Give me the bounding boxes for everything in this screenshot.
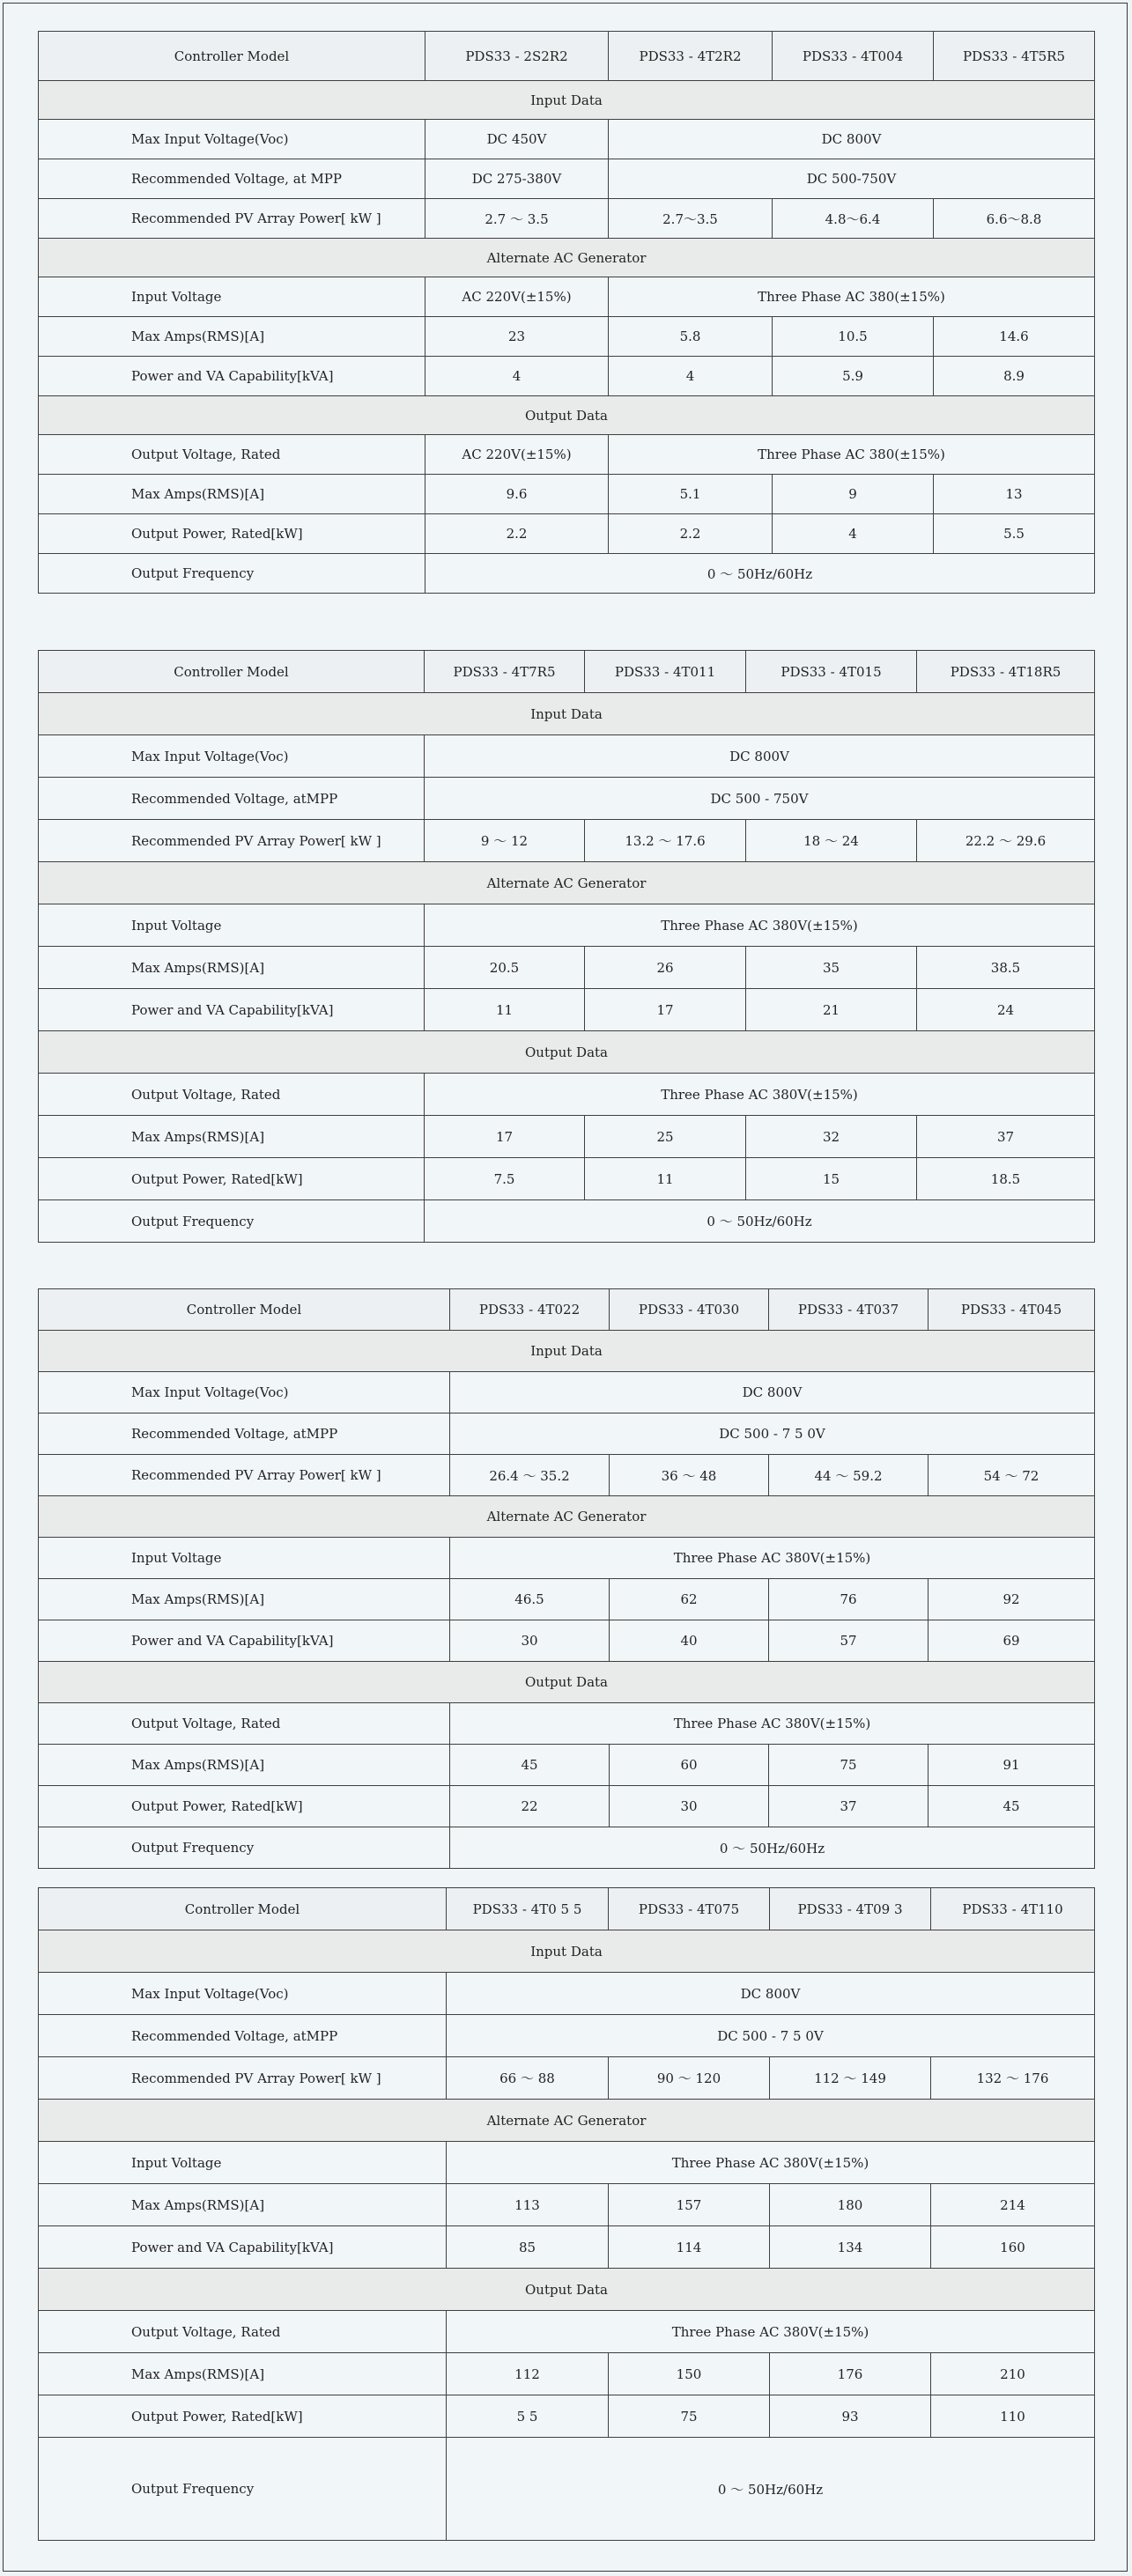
row-label: Max Input Voltage(Voc) (39, 735, 425, 778)
section-row (39, 1331, 1095, 1372)
row-label: Recommended PV Array Power[ kW ] (39, 199, 425, 239)
cell-value: 150 (609, 2353, 770, 2395)
cell-value: 37 (917, 1116, 1095, 1158)
row-label: Max Amps(RMS)[A] (39, 1116, 425, 1158)
row-label: Output Voltage, Rated (39, 2311, 447, 2353)
cell-value: 57 (769, 1620, 929, 1662)
model-name: PDS33 - 4T5R5 (934, 32, 1095, 81)
cell-value: 21 (746, 989, 917, 1031)
table-row (39, 2438, 1095, 2541)
table-row (39, 1703, 1095, 1745)
model-name: PDS33 - 4T004 (773, 32, 934, 81)
model-name: PDS33 - 2S2R2 (425, 32, 609, 81)
row-label: Max Amps(RMS)[A] (39, 1579, 450, 1620)
section-title-output-data: Output Data (39, 2269, 1095, 2311)
table-row (39, 554, 1095, 594)
table-row (39, 357, 1095, 396)
cell-value: 24 (917, 989, 1095, 1031)
row-label: Max Input Voltage(Voc) (39, 1973, 447, 2015)
table-row (39, 1827, 1095, 1869)
table-row (39, 1074, 1095, 1116)
cell-value: Three Phase AC 380V(±15%) (425, 904, 1095, 947)
table-row (39, 1116, 1095, 1158)
cell-value: 91 (929, 1745, 1095, 1786)
cell-value: 5.5 (934, 514, 1095, 554)
model-name: PDS33 - 4T0 5 5 (447, 1888, 609, 1930)
table-row (39, 120, 1095, 159)
section-row (39, 1662, 1095, 1703)
table-row (39, 1973, 1095, 2015)
section-title-generator: Alternate AC Generator (39, 1496, 1095, 1538)
row-label: Output Frequency (39, 1200, 425, 1243)
cell-value: 60 (610, 1745, 769, 1786)
cell-value: 112 ～ 149 (770, 2057, 931, 2100)
table-row (39, 2057, 1095, 2100)
cell-value: 26.4 ～ 35.2 (450, 1455, 610, 1496)
table-row (39, 1455, 1095, 1496)
section-row (39, 1496, 1095, 1538)
row-label: Power and VA Capability[kVA] (39, 357, 425, 396)
spec-table-2 (38, 650, 1095, 1243)
table-row (39, 514, 1095, 554)
cell-value: 46.5 (450, 1579, 610, 1620)
cell-value: 132 ～ 176 (931, 2057, 1095, 2100)
cell-value: 8.9 (934, 357, 1095, 396)
cell-value: 160 (931, 2226, 1095, 2269)
model-name: PDS33 - 4T030 (610, 1289, 769, 1331)
row-label: Input Voltage (39, 277, 425, 317)
cell-value: Three Phase AC 380V(±15%) (450, 1538, 1095, 1579)
cell-value: 11 (585, 1158, 746, 1200)
table-row (39, 1786, 1095, 1827)
cell-value: 5.9 (773, 357, 934, 396)
cell-value: 214 (931, 2184, 1095, 2226)
cell-value: 180 (770, 2184, 931, 2226)
row-label: Max Amps(RMS)[A] (39, 1745, 450, 1786)
row-label: Recommended Voltage, atMPP (39, 1413, 450, 1455)
cell-value: 75 (769, 1745, 929, 1786)
cell-value: DC 450V (425, 120, 609, 159)
cell-value: DC 800V (447, 1973, 1095, 2015)
cell-value: DC 500 - 750V (425, 778, 1095, 820)
cell-value: 157 (609, 2184, 770, 2226)
row-label: Output Voltage, Rated (39, 435, 425, 475)
cell-value: 75 (609, 2395, 770, 2438)
cell-value: 90 ～ 120 (609, 2057, 770, 2100)
controller-model-label: Controller Model (39, 651, 425, 693)
controller-model-label: Controller Model (39, 1888, 447, 1930)
cell-value: DC 800V (609, 120, 1095, 159)
cell-value: 17 (425, 1116, 585, 1158)
cell-value: 9 ～ 12 (425, 820, 585, 862)
cell-value: 0 ～ 50Hz/60Hz (425, 1200, 1095, 1243)
cell-value: 5 5 (447, 2395, 609, 2438)
cell-value: 20.5 (425, 947, 585, 989)
cell-value: DC 800V (450, 1372, 1095, 1413)
row-label: Max Input Voltage(Voc) (39, 1372, 450, 1413)
cell-value: 4 (425, 357, 609, 396)
cell-value: 45 (450, 1745, 610, 1786)
table-row (39, 435, 1095, 475)
spec-table-3 (38, 1288, 1095, 1869)
section-title-output-data: Output Data (39, 1662, 1095, 1703)
cell-value: 2.2 (425, 514, 609, 554)
cell-value: 2.7～3.5 (609, 199, 773, 239)
cell-value: DC 500 - 7 5 0V (447, 2015, 1095, 2057)
table-row (39, 1538, 1095, 1579)
row-label: Max Amps(RMS)[A] (39, 2184, 447, 2226)
header-row (39, 32, 1095, 81)
row-label: Output Frequency (39, 554, 425, 594)
cell-value: 2.7 ～ 3.5 (425, 199, 609, 239)
cell-value: Three Phase AC 380V(±15%) (450, 1703, 1095, 1745)
row-label: Power and VA Capability[kVA] (39, 2226, 447, 2269)
cell-value: 17 (585, 989, 746, 1031)
cell-value: 13.2 ～ 17.6 (585, 820, 746, 862)
model-name: PDS33 - 4T011 (585, 651, 746, 693)
table-row (39, 1579, 1095, 1620)
section-row (39, 2100, 1095, 2142)
cell-value: 85 (447, 2226, 609, 2269)
controller-model-label: Controller Model (39, 32, 425, 81)
cell-value: 45 (929, 1786, 1095, 1827)
table-row (39, 1620, 1095, 1662)
cell-value: 93 (770, 2395, 931, 2438)
table-row (39, 2015, 1095, 2057)
table-row (39, 2226, 1095, 2269)
cell-value: 2.2 (609, 514, 773, 554)
model-name: PDS33 - 4T18R5 (917, 651, 1095, 693)
table-row (39, 1413, 1095, 1455)
cell-value: 92 (929, 1579, 1095, 1620)
header-row (39, 1289, 1095, 1331)
cell-value: 210 (931, 2353, 1095, 2395)
table-row (39, 2142, 1095, 2184)
model-name: PDS33 - 4T09 3 (770, 1888, 931, 1930)
row-label: Max Amps(RMS)[A] (39, 475, 425, 514)
model-name: PDS33 - 4T2R2 (609, 32, 773, 81)
section-title-output-data: Output Data (39, 396, 1095, 435)
table-row (39, 947, 1095, 989)
section-title-input-data: Input Data (39, 1930, 1095, 1973)
cell-value: 22.2 ～ 29.6 (917, 820, 1095, 862)
row-label: Max Amps(RMS)[A] (39, 947, 425, 989)
cell-value: 9.6 (425, 475, 609, 514)
cell-value: 6.6～8.8 (934, 199, 1095, 239)
row-label: Recommended Voltage, atMPP (39, 778, 425, 820)
cell-value: 5.8 (609, 317, 773, 357)
header-row (39, 1888, 1095, 1930)
section-row (39, 862, 1095, 904)
row-label: Output Voltage, Rated (39, 1703, 450, 1745)
cell-value: 22 (450, 1786, 610, 1827)
cell-value: 5.1 (609, 475, 773, 514)
cell-value: 66 ～ 88 (447, 2057, 609, 2100)
section-row (39, 81, 1095, 120)
section-title-generator: Alternate AC Generator (39, 239, 1095, 277)
section-row (39, 396, 1095, 435)
cell-value: Three Phase AC 380V(±15%) (447, 2142, 1095, 2184)
row-label: Output Power, Rated[kW] (39, 2395, 447, 2438)
table-row (39, 159, 1095, 199)
spec-table-1 (38, 31, 1095, 594)
table-row (39, 199, 1095, 239)
cell-value: 13 (934, 475, 1095, 514)
section-row (39, 239, 1095, 277)
cell-value: 112 (447, 2353, 609, 2395)
table-row (39, 2395, 1095, 2438)
table-row (39, 735, 1095, 778)
cell-value: 4 (609, 357, 773, 396)
row-label: Output Frequency (39, 2438, 447, 2541)
cell-value: 9 (773, 475, 934, 514)
cell-value: 110 (931, 2395, 1095, 2438)
row-label: Output Frequency (39, 1827, 450, 1869)
row-label: Input Voltage (39, 2142, 447, 2184)
row-label: Power and VA Capability[kVA] (39, 989, 425, 1031)
model-name: PDS33 - 4T037 (769, 1289, 929, 1331)
table-row (39, 1200, 1095, 1243)
section-row (39, 1930, 1095, 1973)
cell-value: 7.5 (425, 1158, 585, 1200)
model-name: PDS33 - 4T045 (929, 1289, 1095, 1331)
cell-value: 38.5 (917, 947, 1095, 989)
section-title-generator: Alternate AC Generator (39, 2100, 1095, 2142)
row-label: Output Power, Rated[kW] (39, 514, 425, 554)
cell-value: 30 (450, 1620, 610, 1662)
controller-model-label: Controller Model (39, 1289, 450, 1331)
cell-value: 18 ～ 24 (746, 820, 917, 862)
cell-value: 18.5 (917, 1158, 1095, 1200)
section-row (39, 693, 1095, 735)
table-row (39, 317, 1095, 357)
table-row (39, 475, 1095, 514)
row-label: Output Power, Rated[kW] (39, 1158, 425, 1200)
cell-value: 25 (585, 1116, 746, 1158)
cell-value: 134 (770, 2226, 931, 2269)
row-label: Max Amps(RMS)[A] (39, 2353, 447, 2395)
spec-table-4 (38, 1887, 1095, 2541)
table-row (39, 2353, 1095, 2395)
row-label: Recommended PV Array Power[ kW ] (39, 2057, 447, 2100)
row-label: Max Input Voltage(Voc) (39, 120, 425, 159)
cell-value: Three Phase AC 380V(±15%) (447, 2311, 1095, 2353)
cell-value: DC 275-380V (425, 159, 609, 199)
section-title-input-data: Input Data (39, 81, 1095, 120)
cell-value: 40 (610, 1620, 769, 1662)
row-label: Output Power, Rated[kW] (39, 1786, 450, 1827)
section-title-input-data: Input Data (39, 1331, 1095, 1372)
row-label: Recommended Voltage, atMPP (39, 2015, 447, 2057)
cell-value: 69 (929, 1620, 1095, 1662)
cell-value: 76 (769, 1579, 929, 1620)
model-name: PDS33 - 4T7R5 (425, 651, 585, 693)
table-row (39, 904, 1095, 947)
table-row (39, 1372, 1095, 1413)
cell-value: 0 ～ 50Hz/60Hz (447, 2438, 1095, 2541)
section-title-input-data: Input Data (39, 693, 1095, 735)
cell-value: 26 (585, 947, 746, 989)
section-title-output-data: Output Data (39, 1031, 1095, 1074)
row-label: Recommended PV Array Power[ kW ] (39, 1455, 450, 1496)
table-row (39, 778, 1095, 820)
cell-value: 0 ～ 50Hz/60Hz (450, 1827, 1095, 1869)
cell-value: 15 (746, 1158, 917, 1200)
cell-value: 62 (610, 1579, 769, 1620)
row-label: Output Voltage, Rated (39, 1074, 425, 1116)
cell-value: 14.6 (934, 317, 1095, 357)
row-label: Power and VA Capability[kVA] (39, 1620, 450, 1662)
model-name: PDS33 - 4T022 (450, 1289, 610, 1331)
cell-value: 30 (610, 1786, 769, 1827)
row-label: Input Voltage (39, 904, 425, 947)
table-row (39, 820, 1095, 862)
row-label: Max Amps(RMS)[A] (39, 317, 425, 357)
cell-value: 36 ～ 48 (610, 1455, 769, 1496)
section-title-generator: Alternate AC Generator (39, 862, 1095, 904)
cell-value: Three Phase AC 380V(±15%) (425, 1074, 1095, 1116)
cell-value: AC 220V(±15%) (425, 435, 609, 475)
section-row (39, 1031, 1095, 1074)
cell-value: Three Phase AC 380(±15%) (609, 435, 1095, 475)
cell-value: DC 500 - 7 5 0V (450, 1413, 1095, 1455)
section-row (39, 2269, 1095, 2311)
cell-value: 176 (770, 2353, 931, 2395)
table-row (39, 989, 1095, 1031)
cell-value: 37 (769, 1786, 929, 1827)
table-row (39, 1158, 1095, 1200)
cell-value: 35 (746, 947, 917, 989)
cell-value: 32 (746, 1116, 917, 1158)
model-name: PDS33 - 4T075 (609, 1888, 770, 1930)
table-row (39, 277, 1095, 317)
row-label: Recommended PV Array Power[ kW ] (39, 820, 425, 862)
header-row (39, 651, 1095, 693)
cell-value: 10.5 (773, 317, 934, 357)
cell-value: 113 (447, 2184, 609, 2226)
model-name: PDS33 - 4T110 (931, 1888, 1095, 1930)
cell-value: 0 ～ 50Hz/60Hz (425, 554, 1095, 594)
row-label: Recommended Voltage, at MPP (39, 159, 425, 199)
cell-value: Three Phase AC 380(±15%) (609, 277, 1095, 317)
table-row (39, 1745, 1095, 1786)
cell-value: DC 800V (425, 735, 1095, 778)
table-row (39, 2311, 1095, 2353)
cell-value: AC 220V(±15%) (425, 277, 609, 317)
cell-value: 114 (609, 2226, 770, 2269)
cell-value: 54 ～ 72 (929, 1455, 1095, 1496)
cell-value: 44 ～ 59.2 (769, 1455, 929, 1496)
table-row (39, 2184, 1095, 2226)
cell-value: 4 (773, 514, 934, 554)
model-name: PDS33 - 4T015 (746, 651, 917, 693)
row-label: Input Voltage (39, 1538, 450, 1579)
cell-value: 4.8～6.4 (773, 199, 934, 239)
cell-value: 23 (425, 317, 609, 357)
cell-value: DC 500-750V (609, 159, 1095, 199)
cell-value: 11 (425, 989, 585, 1031)
